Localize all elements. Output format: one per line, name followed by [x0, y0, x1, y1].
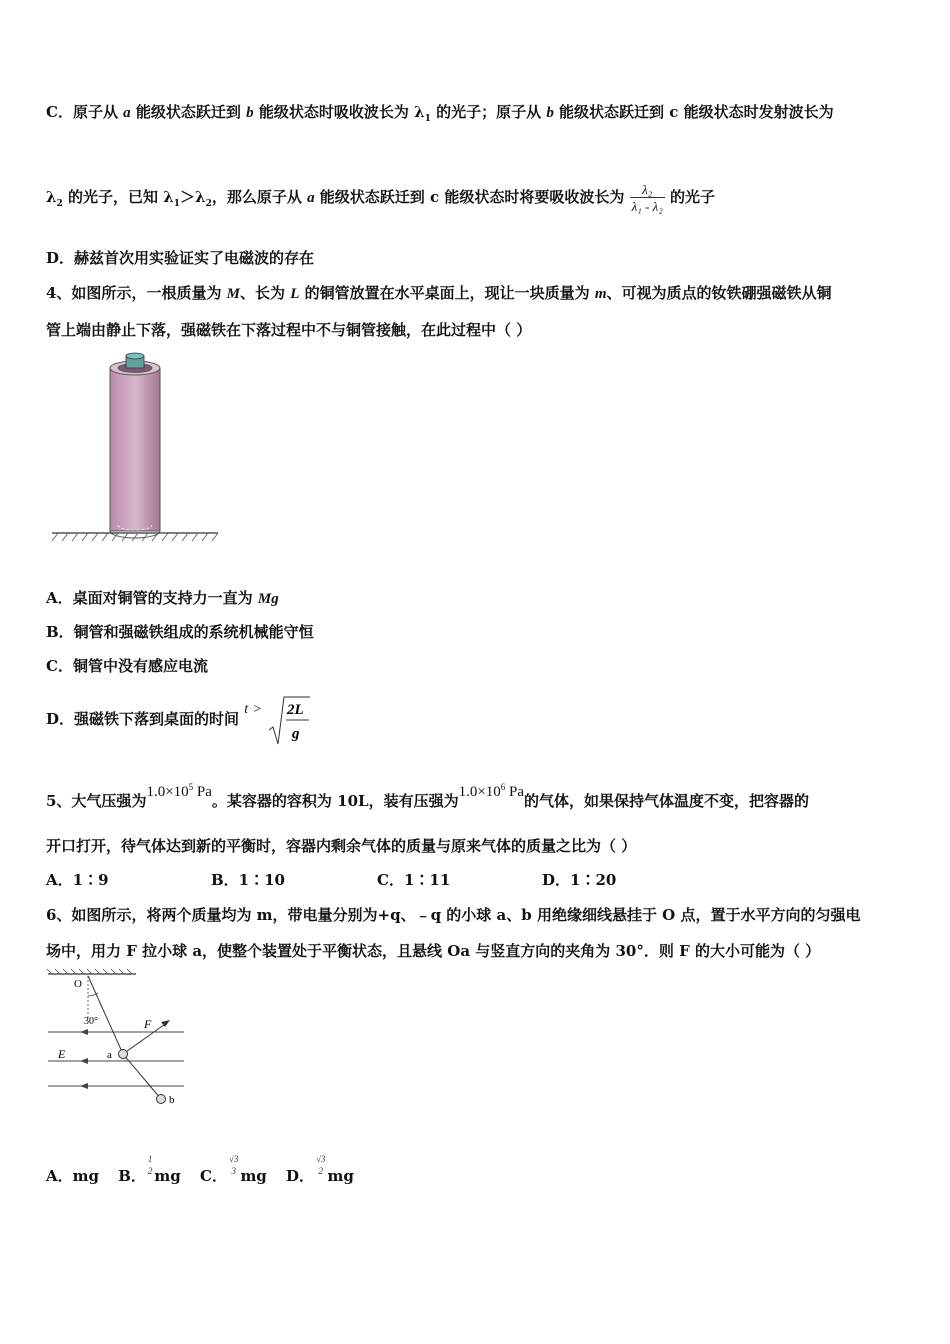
option-d-line: D．赫兹首次用实验证实了电磁波的存在 — [46, 249, 315, 267]
q5-option-b: B．1∶10 — [211, 871, 285, 889]
sqrt-expression — [267, 694, 311, 746]
atmospheric-pressure: $1.0\times 10^5$ Pa — [146, 782, 212, 800]
q5-option-c: C．1∶11 — [377, 871, 451, 889]
option-b-fraction: 1 2 — [147, 1154, 153, 1176]
option-c-line-1: C．原子从 a 能级状态跃迁到 b 能级状态时吸收波长为 $\lambda_1$ 的光子；原子从 b 能级状态跃迁到 c 能级状态时发射波长为 — [46, 103, 834, 124]
field-e-label: E — [58, 1047, 66, 1061]
copper-tube-figure — [46, 350, 226, 555]
q6-options: A．mg B． 1 2 mg C． √3 3 mg D． √3 2 mg — [46, 1154, 354, 1185]
q5-stem-line-2: 开口打开，待气体达到新的平衡时，容器内剩余气体的质量与原来气体的质量之比为（ ） — [46, 837, 637, 855]
ball-b — [157, 1095, 166, 1104]
sqrt-denominator: g — [291, 726, 300, 742]
q4-option-b: B．铜管和强磁铁组成的系统机械能守恒 — [46, 623, 314, 641]
option-c-fraction: √3 3 — [228, 1154, 239, 1176]
table-surface — [52, 533, 218, 541]
point-o-label: O — [74, 978, 82, 990]
string-oa — [88, 976, 123, 1054]
q4-option-c: C．铜管中没有感应电流 — [46, 657, 208, 675]
angle-label: 30° — [84, 1016, 98, 1027]
q5-stem-line-1: 5、大气压强为$1.0\times 10^5$ Pa。某容器的容积为 10L，装有压强为$1.0\times 10^6$ Pa的气体，如果保持气体温度不变，把容器的 — [46, 782, 810, 810]
q4-option-a: A．桌面对铜管的支持力一直为 Mg — [46, 589, 279, 607]
ceiling — [47, 969, 136, 974]
sqrt-numerator: 2L — [286, 702, 304, 718]
magnet — [126, 353, 144, 368]
q5-option-d: D．1∶20 — [542, 871, 617, 889]
q4-stem-line-2: 管上端由静止下落，强磁铁在下落过程中不与铜管接触，在此过程中（ ） — [46, 321, 532, 339]
container-pressure: $1.0\times 10^6$ Pa — [458, 782, 525, 800]
option-c-line-2: $\lambda_2$ 的光子，已知 $\lambda_1>\lambda_2$，那么原子从 a 能级状态跃迁到 c 能级状态时将要吸收波长为 $\frac{\text{λ₂}}{\text{λ₁ - λ₂}}$ 的光子 — [46, 181, 715, 214]
q4-option-d: D．强磁铁下落到桌面的时间 t > 2L g — [46, 690, 311, 749]
copper-tube — [110, 361, 160, 538]
q6-stem-line-2: 场中，用力 F 拉小球 a，使整个装置处于平衡状态，且悬线 Oa 与竖直方向的夹角为 30°．则 F 的大小可能为（ ） — [46, 942, 821, 960]
ball-b-label: b — [169, 1094, 175, 1106]
q5-option-a: A．1∶9 — [46, 871, 109, 889]
q4-stem-line-1: 4、如图所示，一根质量为 M、长为 L 的铜管放置在水平桌面上，现让一块质量为 m、可视为质点的钕铁硼强磁铁从铜 — [46, 284, 832, 302]
charged-balls-figure — [44, 968, 194, 1118]
ball-a — [119, 1050, 128, 1059]
wavelength-fraction: $\frac{\text{λ₂}}{\text{λ₁ - λ₂}}$ — [631, 181, 663, 214]
option-d-fraction: √3 2 — [316, 1154, 326, 1176]
q6-stem-line-1: 6、如图所示，将两个质量均为 m，带电量分别为+q、﹣q 的小球 a、b 用绝缘细线悬挂于 O 点，置于水平方向的匀强电 — [46, 906, 861, 924]
ball-a-label: a — [107, 1049, 112, 1061]
force-f-label: F — [144, 1017, 152, 1031]
